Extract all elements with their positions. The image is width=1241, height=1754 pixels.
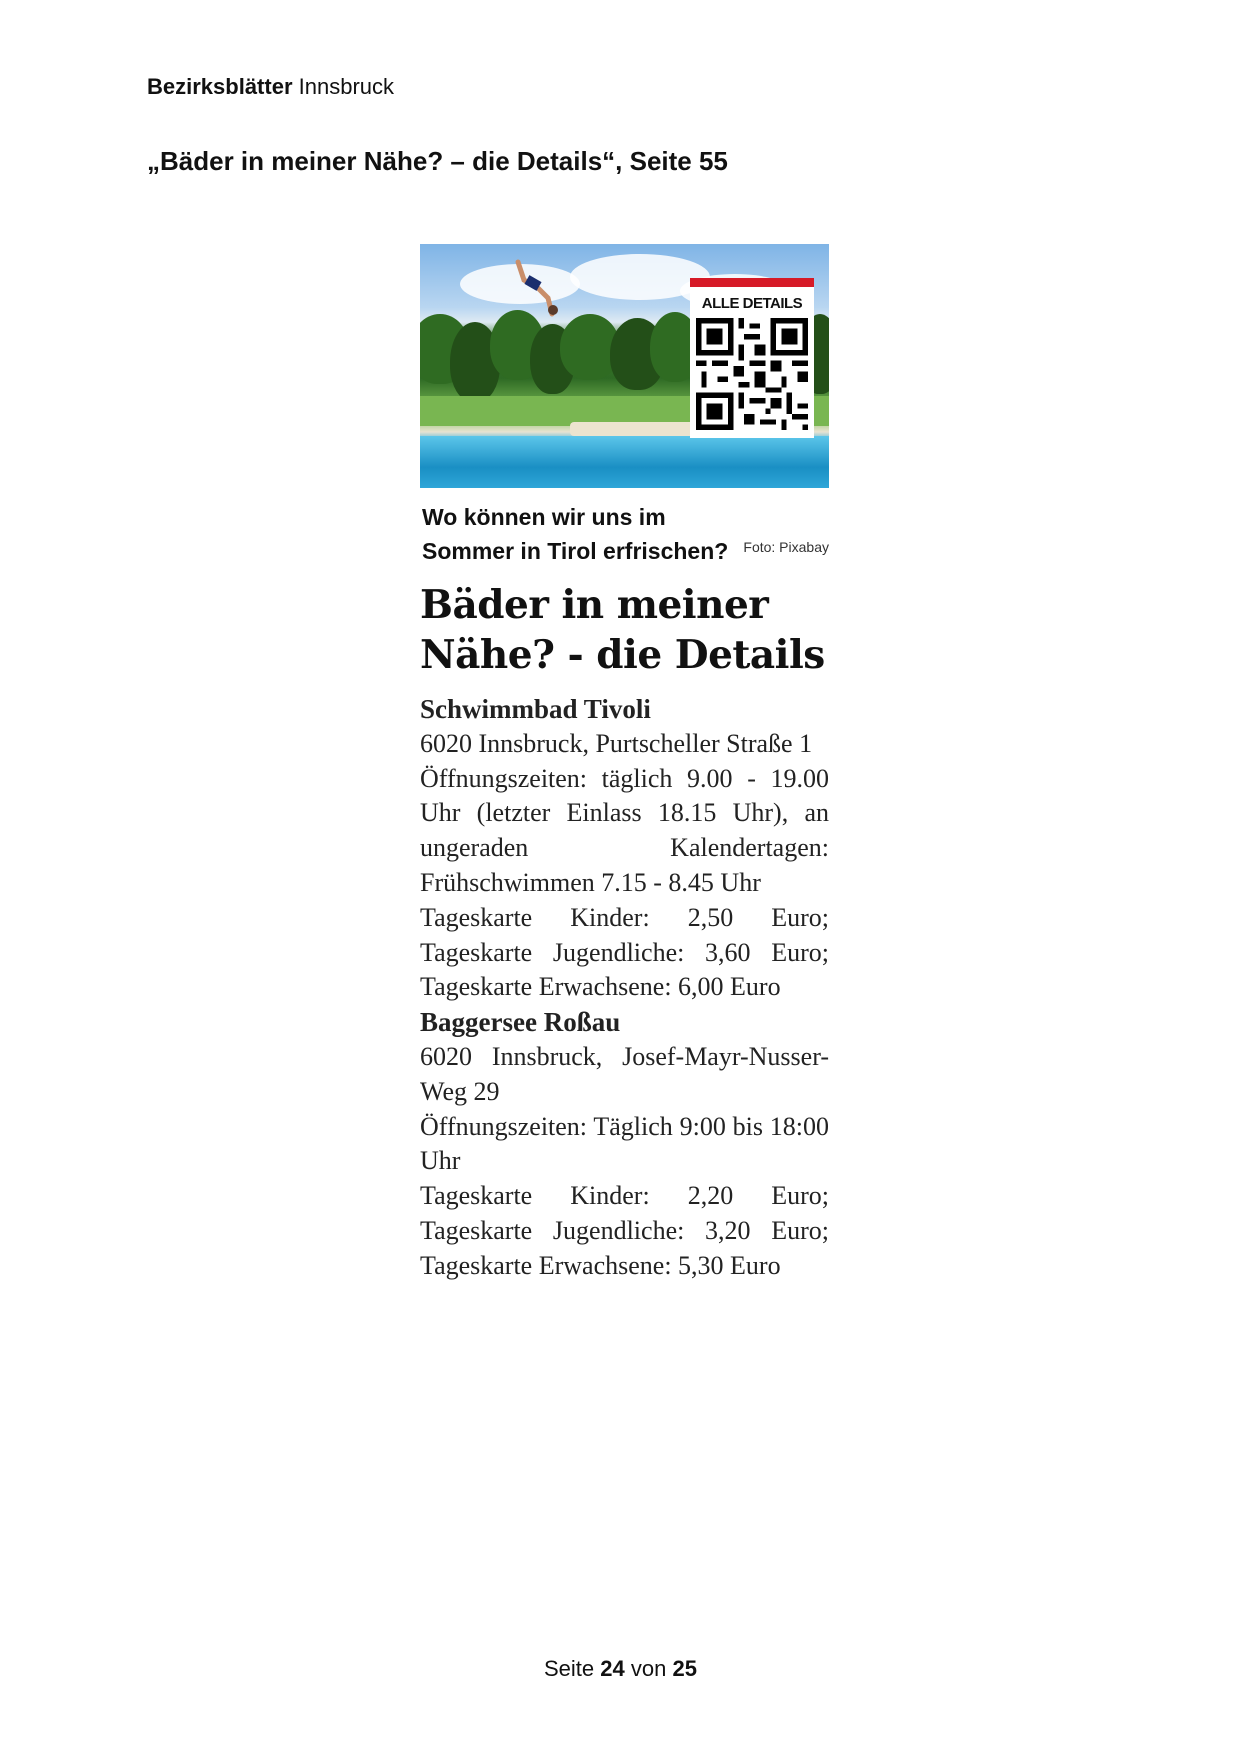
page-number: 24 [600,1656,625,1681]
prices-paragraph: Tageskarte Kinder: 2,20 Euro; Tageskarte Jugendliche: 3,20 Euro; Tageskarte Erwachsene: 5,30 Euro [420,1181,829,1280]
publication-region: Innsbruck [298,74,395,99]
newspaper-clipping [420,244,829,1284]
page-footer [0,1656,1241,1682]
publication-header [147,74,394,100]
qr-label: ALLE DETAILS [701,295,803,312]
article-headline: Bäder in meiner Nähe? - die Details [420,582,825,678]
section-title: Schwimmbad Tivoli [420,694,651,724]
footer-prefix: Seite [544,1656,595,1681]
address-paragraph: 6020 Innsbruck, Josef-Mayr-Nusser-Weg 29 [420,1041,829,1106]
article-body [420,692,829,1284]
photo-credit: Foto: Pixabay [743,539,829,555]
caption-row [420,500,829,572]
opening-hours-paragraph: Öffnungszeiten: täglich 9.00 - 19.00 Uhr (letzter Einlass 18.15 Uhr), an ungeraden Kalendertagen: Frühschwimmen 7.15 - 8.45 Uhr [420,763,829,897]
page-total: 25 [672,1656,697,1681]
publication-name: Bezirksblätter [147,74,293,99]
pool-photo [420,244,829,488]
prices-paragraph: Tageskarte Kinder: 2,50 Euro; Tageskarte Jugendliche: 3,60 Euro; Tageskarte Erwachsene: 6,00 Euro [420,902,829,1002]
qr-panel [690,278,814,438]
address-paragraph: 6020 Innsbruck, Purtscheller Straße 1 [420,728,813,758]
opening-hours-paragraph: Öffnungszeiten: Täglich 9:00 bis 18:00 Uhr [420,1111,829,1176]
diver-figure [508,258,562,318]
qr-code[interactable] [696,318,808,430]
document-title: „Bäder in meiner Nähe? – die Details“, Seite 55 [147,146,728,176]
section-title: Baggersee Roßau [420,1007,621,1038]
red-accent-bar [690,278,814,287]
photo-caption: Wo können wir uns im Sommer in Tirol erfrischen? [422,504,729,564]
footer-middle: von [630,1656,667,1681]
